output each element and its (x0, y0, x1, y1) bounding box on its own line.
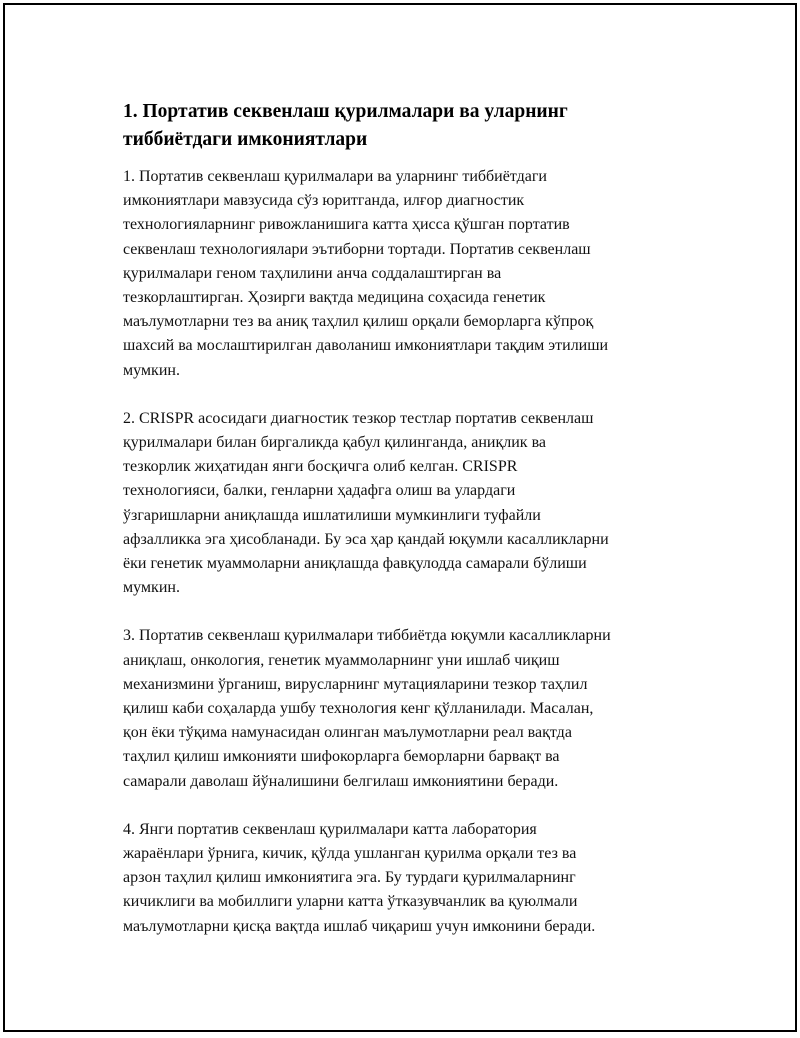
paragraph-4: 4. Янги портатив секвенлаш қурилмалари катта лаборатория жараёнлари ўрнига, кичик, қўлда ушланган қурилма орқали тез ва арзон таҳлил қилиш имкониятига эга. Бу турдаги қурилмаларнинг кичиклиги ва мобиллиги уларни катта ўтказувчанлик ва қуюлмали маълумотларни қисқа вақтда ишлаб чиқариш учун имконини беради. (123, 820, 596, 935)
document-title: 1. Портатив секвенлаш қурилмалари ва уларнинг тиббиётдаги имкониятлари (123, 101, 568, 150)
paragraph-1: 1. Портатив секвенлаш қурилмалари ва уларнинг тиббиётдаги имкониятлари мавзусида сўз юритганда, илғор диагностик технологияларнинг ривожланишига катта ҳисса қўшган портатив секвенлаш технологиялари эътиборни тортади. Портатив секвенлаш қурилмалари геном таҳлилини анча соддалаштирган ва тезкорлаштирган. Ҳозирги вақтда медицина соҳасида генетик маълумотларни тез ва аниқ таҳлил қилиш орқали беморларга кўпроқ шахсий ва мослаштирилган даволаниш имкониятлари тақдим этилиши мумкин. (123, 168, 609, 379)
document-page (3, 3, 797, 1032)
document-body (123, 98, 687, 939)
paragraph-2: 2. CRISPR асосидаги диагностик тезкор тестлар портатив секвенлаш қурилмалари билан биргаликда қабул қилинганда, аниқлик ва тезкорлик жиҳатидан янги босқичга олиб келган. CRISPR технологияси, балки, генларни ҳадафга олиш ва улардаги ўзгаришларни аниқлашда ишлатилиши мумкинлиги туфайли афзалликка эга ҳисобланади. Бу эса ҳар қандай юқумли касалликларни ёки генетик муаммоларни аниқлашда фавқулодда самарали бўлиши мумкин. (123, 409, 609, 597)
paragraph-3: 3. Портатив секвенлаш қурилмалари тиббиётда юқумли касалликларни аниқлаш, онкология, генетик муаммоларнинг уни ишлаб чиқиш механизмини ўрганиш, вирусларнинг мутацияларини тезкор таҳлил қилиш каби соҳаларда ушбу технология кенг қўлланилади. Масалан, қон ёки тўқима намунасидан олинган маълумотларни реал вақтда таҳлил қилиш имконияти шифокорларга беморларни барвақт ва самарали даволаш йўналишини белгилаш имкониятини беради. (123, 627, 611, 790)
